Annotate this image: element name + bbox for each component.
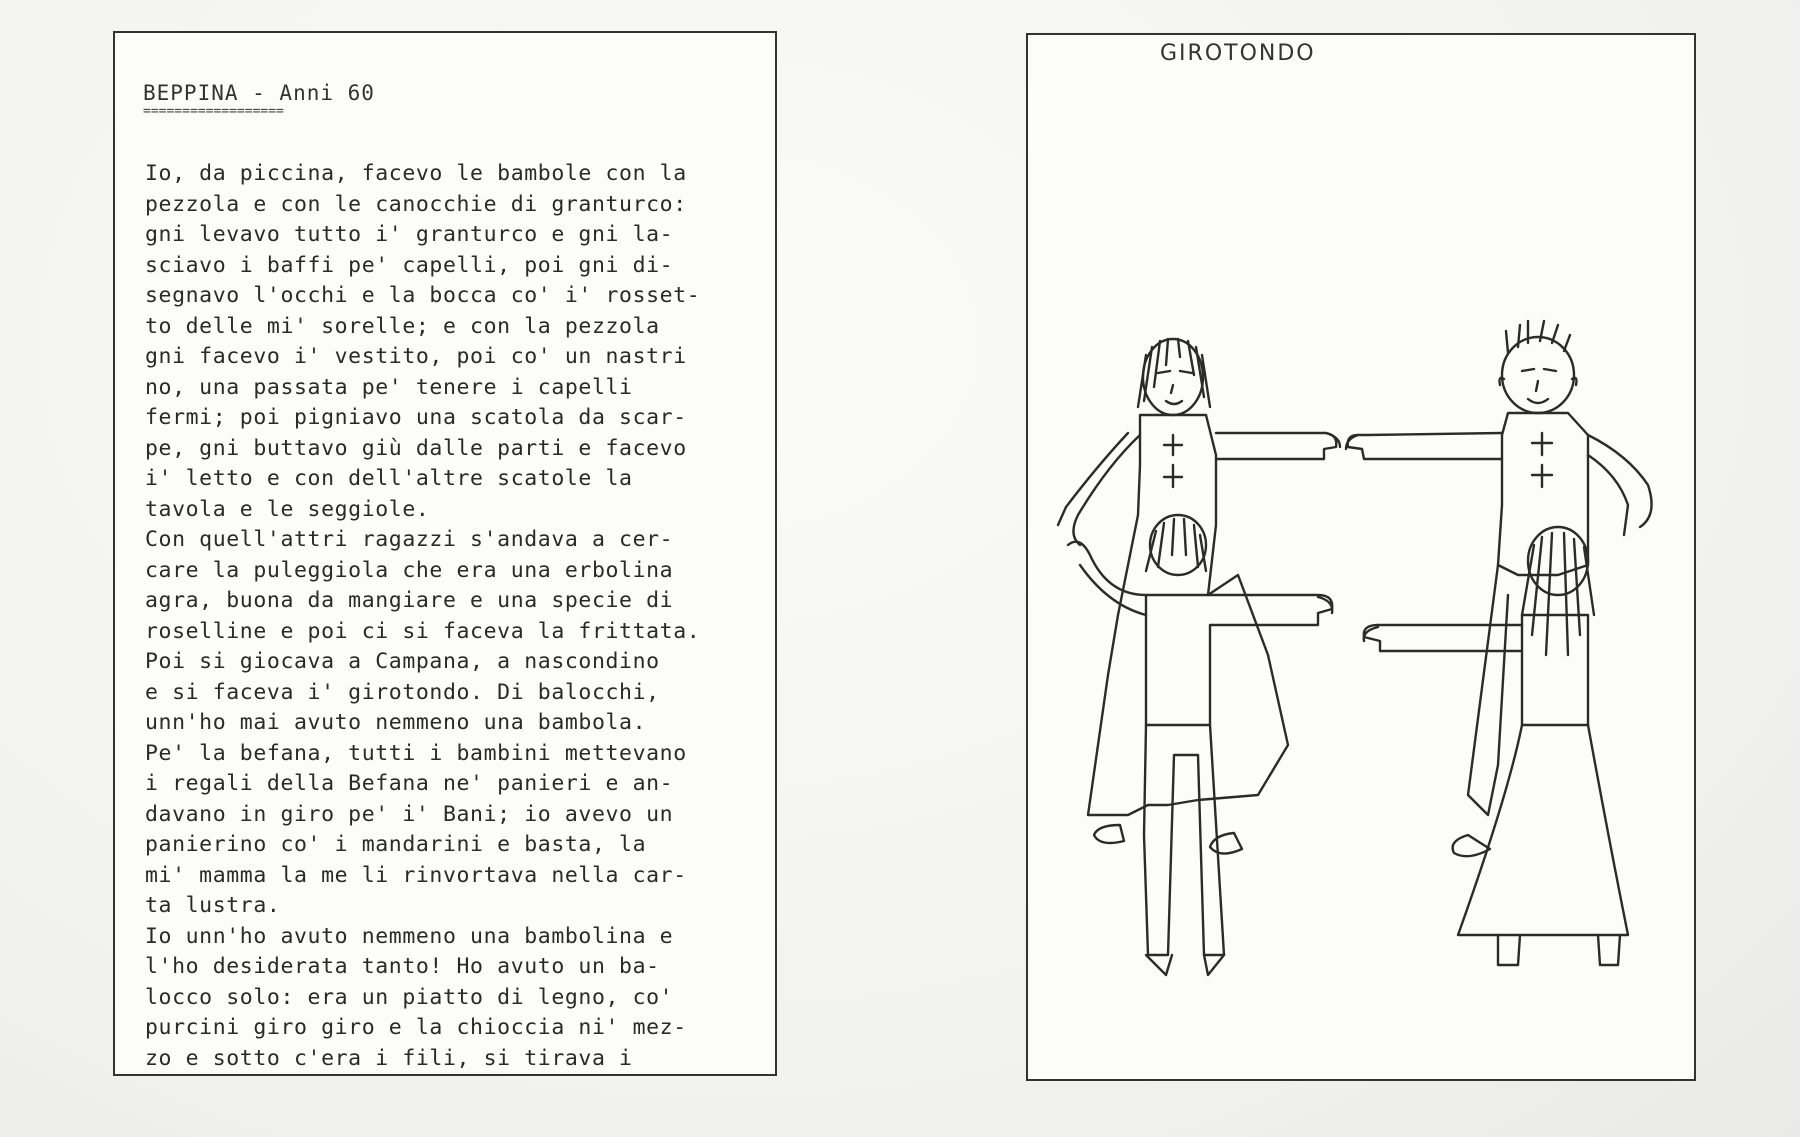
text-line: mi' mamma la me li rinvortava nella car-: [145, 862, 687, 888]
text-line: i regali della Befana ne' panieri e an-: [145, 771, 674, 796]
text-line: tavola e le seggiole.: [145, 496, 430, 522]
text-line: locco solo: era un piatto di legno, co': [145, 984, 674, 1010]
text-line: i' letto e con dell'altre scatole la: [145, 466, 633, 491]
text-line: sciavo i baffi pe' capelli, poi gni di-: [145, 252, 674, 278]
text-line: gni levavo tutto i' granturco e gni la-: [145, 222, 674, 247]
hand-join-bottom: [1318, 597, 1378, 641]
text-line: Io unn'ho avuto nemmeno una bambolina e: [145, 923, 674, 949]
text-line: fermi; poi pigniavo una scatola da scar-: [145, 405, 687, 430]
girotondo-drawing: [1028, 35, 1694, 1079]
text-line: to delle mi' sorelle; e con la pezzola: [145, 313, 660, 339]
figure-girl-bottom-right: [1364, 527, 1628, 965]
story-text: [145, 159, 775, 1074]
text-line: pezzola e con le canocchie di granturco:: [145, 191, 687, 217]
drawing-title: GIROTONDO: [1160, 41, 1316, 66]
figure-boy-top-right: [1348, 321, 1652, 856]
text-line: panierino co' i mandarini e basta, la: [145, 832, 647, 857]
text-line: Con quell'attri ragazzi s'andava a cer-: [145, 527, 674, 552]
text-line: care la puleggiola che era una erbolina: [145, 557, 674, 583]
page-title: BEPPINA - Anni 60: [143, 81, 375, 105]
figure-child-bottom-left: [1068, 515, 1332, 975]
text-page: [113, 31, 777, 1076]
text-line: unn'ho mai avuto nemmeno una bambola.: [145, 710, 647, 735]
text-line: agra, buona da mangiare e una specie di: [145, 588, 674, 613]
text-line: purcini giro giro e la chioccia ni' mez-: [145, 1015, 687, 1040]
text-line: zo e sotto c'era i fili, si tirava i: [145, 1045, 633, 1071]
drawing-page: [1026, 33, 1696, 1081]
text-line: Poi si giocava a Campana, a nascondino: [145, 649, 660, 674]
text-line: pe, gni buttavo giù dalle parti e facevo: [145, 435, 687, 461]
text-line: e si faceva i' girotondo. Di balocchi,: [145, 679, 660, 705]
text-line: no, una passata pe' tenere i capelli: [145, 374, 633, 400]
text-line: ta lustra.: [145, 893, 281, 918]
text-line: roselline e poi ci si faceva la frittata.: [145, 618, 701, 644]
text-line: segnavo l'occhi e la bocca co' i' rosset-: [145, 283, 701, 308]
figure-girl-top-left: [1058, 339, 1336, 854]
text-line: davano in giro pe' i' Bani; io avevo un: [145, 801, 674, 827]
text-line: Io, da piccina, facevo le bambole con la: [145, 161, 687, 186]
title-underline: ==================: [143, 104, 284, 119]
text-line: gni facevo i' vestito, poi co' un nastri: [145, 344, 687, 369]
text-line: Pe' la befana, tutti i bambini mettevano: [145, 740, 687, 766]
text-line: l'ho desiderata tanto! Ho avuto un ba-: [145, 954, 660, 979]
